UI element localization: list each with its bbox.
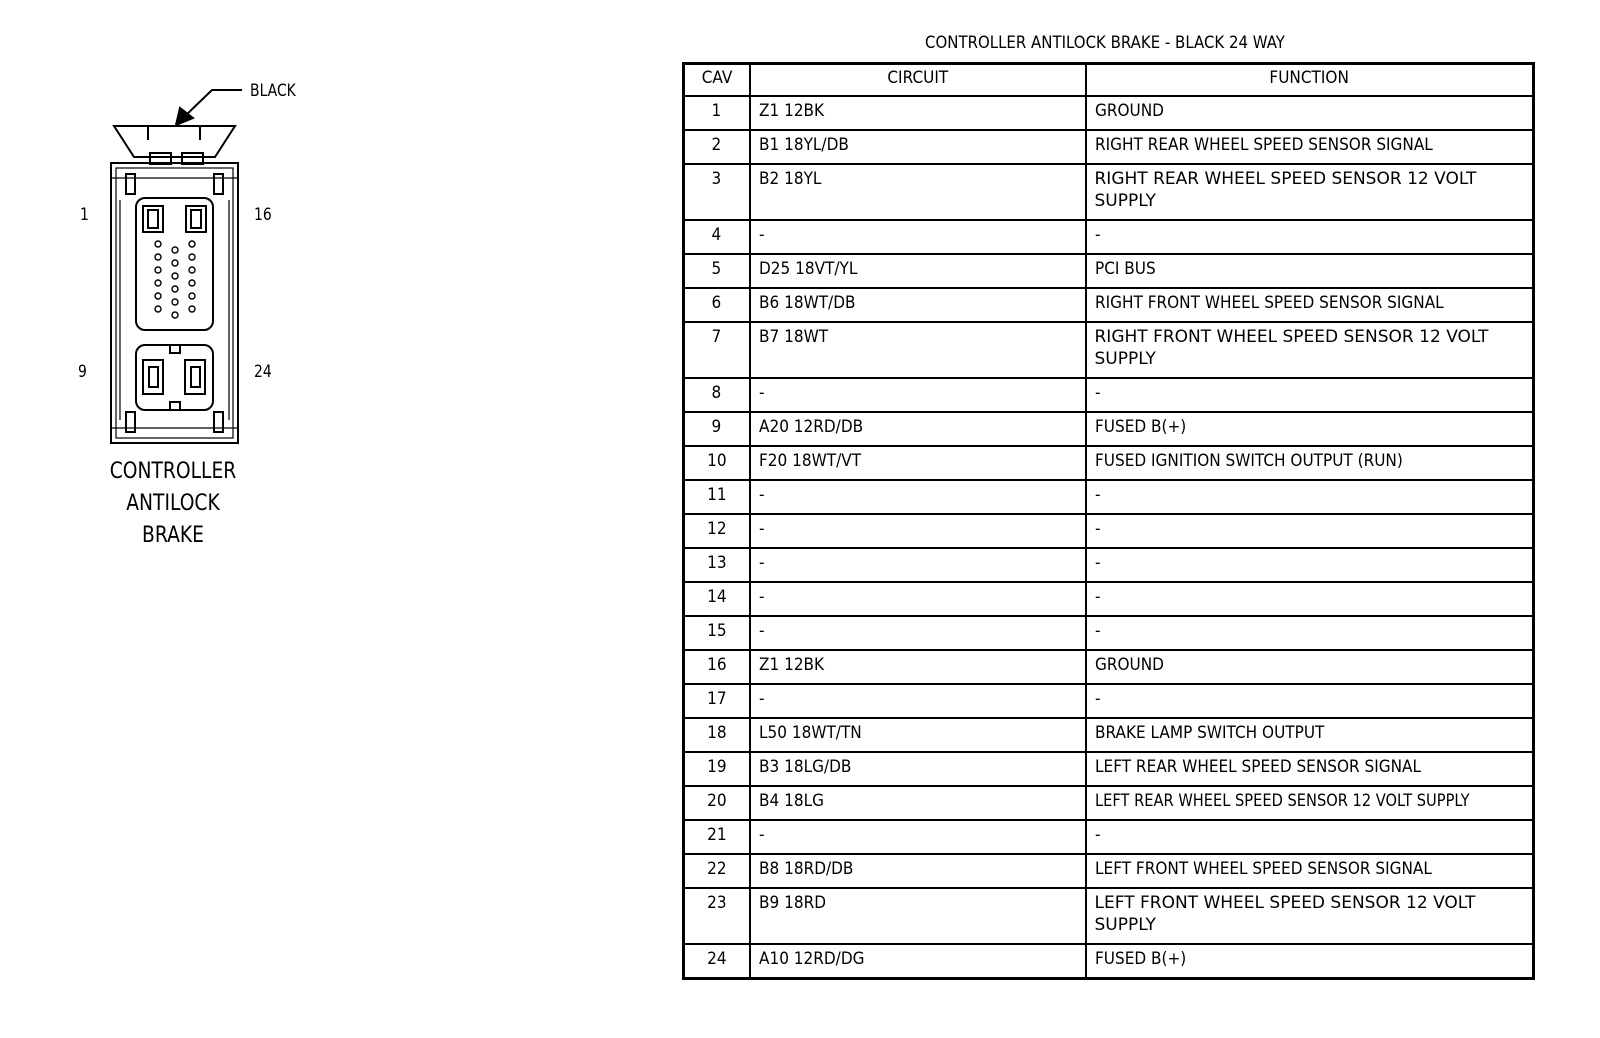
cav-cell: 20 [684, 786, 750, 820]
circuit-cell: - [750, 548, 1086, 582]
table-row [684, 254, 1534, 288]
cav-cell: 6 [684, 288, 750, 322]
pin-label-9: 9 [78, 362, 87, 382]
cav-cell: 11 [684, 480, 750, 514]
table-row [684, 582, 1534, 616]
cav-cell: 14 [684, 582, 750, 616]
header-circuit: CIRCUIT [750, 64, 1086, 97]
function-cell: GROUND [1086, 650, 1534, 684]
function-cell: - [1086, 820, 1534, 854]
cav-cell: 15 [684, 616, 750, 650]
function-cell: LEFT REAR WHEEL SPEED SENSOR 12 VOLT SUPPLY [1086, 786, 1534, 820]
cav-cell: 17 [684, 684, 750, 718]
cav-cell: 5 [684, 254, 750, 288]
cav-cell: 22 [684, 854, 750, 888]
cav-cell: 21 [684, 820, 750, 854]
cav-cell: 24 [684, 944, 750, 979]
circuit-cell: B7 18WT [750, 322, 1086, 378]
function-cell: RIGHT REAR WHEEL SPEED SENSOR SIGNAL [1086, 130, 1534, 164]
pin-label-1: 1 [80, 205, 89, 225]
function-cell: - [1086, 548, 1534, 582]
circuit-cell: - [750, 820, 1086, 854]
table-row [684, 820, 1534, 854]
circuit-cell: - [750, 616, 1086, 650]
function-cell: RIGHT FRONT WHEEL SPEED SENSOR 12 VOLT SUPPLY [1086, 322, 1534, 378]
table-row [684, 164, 1534, 220]
table-row [684, 944, 1534, 979]
callout-leader [184, 90, 242, 117]
table-row [684, 684, 1534, 718]
cav-cell: 3 [684, 164, 750, 220]
table-row [684, 446, 1534, 480]
circuit-cell: - [750, 220, 1086, 254]
circuit-cell: B3 18LG/DB [750, 752, 1086, 786]
circuit-cell: - [750, 480, 1086, 514]
function-cell: GROUND [1086, 96, 1534, 130]
cav-cell: 23 [684, 888, 750, 944]
cav-cell: 2 [684, 130, 750, 164]
function-cell: FUSED IGNITION SWITCH OUTPUT (RUN) [1086, 446, 1534, 480]
function-cell: LEFT FRONT WHEEL SPEED SENSOR 12 VOLT SUPPLY [1086, 888, 1534, 944]
circuit-cell: A10 12RD/DG [750, 944, 1086, 979]
circuit-cell: B6 18WT/DB [750, 288, 1086, 322]
pinout-table [682, 62, 1535, 980]
cav-cell: 16 [684, 650, 750, 684]
table-row [684, 616, 1534, 650]
color-callout-label: BLACK [250, 81, 296, 101]
circuit-cell: - [750, 514, 1086, 548]
caption-line: ANTILOCK [126, 491, 220, 516]
table-row [684, 130, 1534, 164]
function-cell: - [1086, 220, 1534, 254]
cav-cell: 1 [684, 96, 750, 130]
circuit-cell: Z1 12BK [750, 650, 1086, 684]
caption-line: BRAKE [142, 523, 204, 548]
circuit-cell: B2 18YL [750, 164, 1086, 220]
table-row [684, 548, 1534, 582]
function-cell: - [1086, 684, 1534, 718]
cav-cell: 9 [684, 412, 750, 446]
connector-caption [88, 456, 258, 552]
cav-cell: 4 [684, 220, 750, 254]
function-cell: FUSED B(+) [1086, 412, 1534, 446]
circuit-cell: A20 12RD/DB [750, 412, 1086, 446]
cav-cell: 19 [684, 752, 750, 786]
table-row [684, 514, 1534, 548]
function-cell: FUSED B(+) [1086, 944, 1534, 979]
circuit-cell: B8 18RD/DB [750, 854, 1086, 888]
function-cell: BRAKE LAMP SWITCH OUTPUT [1086, 718, 1534, 752]
header-cav: CAV [684, 64, 750, 97]
cav-cell: 7 [684, 322, 750, 378]
table-header-row [684, 64, 1534, 97]
terminal-pins [155, 241, 195, 318]
circuit-cell: L50 18WT/TN [750, 718, 1086, 752]
function-cell: LEFT REAR WHEEL SPEED SENSOR SIGNAL [1086, 752, 1534, 786]
function-cell: - [1086, 378, 1534, 412]
function-cell: LEFT FRONT WHEEL SPEED SENSOR SIGNAL [1086, 854, 1534, 888]
pin-label-24: 24 [254, 362, 272, 382]
function-cell: RIGHT REAR WHEEL SPEED SENSOR 12 VOLT SUPPLY [1086, 164, 1534, 220]
function-cell: - [1086, 582, 1534, 616]
function-cell: - [1086, 616, 1534, 650]
cav-cell: 13 [684, 548, 750, 582]
cav-cell: 10 [684, 446, 750, 480]
table-row [684, 96, 1534, 130]
pin-label-16: 16 [254, 205, 272, 225]
table-row [684, 854, 1534, 888]
function-cell: - [1086, 514, 1534, 548]
circuit-cell: - [750, 378, 1086, 412]
table-row [684, 650, 1534, 684]
cav-cell: 18 [684, 718, 750, 752]
function-cell: - [1086, 480, 1534, 514]
lower-cavity-block [136, 345, 213, 410]
circuit-cell: - [750, 582, 1086, 616]
circuit-cell: Z1 12BK [750, 96, 1086, 130]
cav-cell: 12 [684, 514, 750, 548]
table-row [684, 752, 1534, 786]
circuit-cell: B4 18LG [750, 786, 1086, 820]
circuit-cell: D25 18VT/YL [750, 254, 1086, 288]
table-row [684, 888, 1534, 944]
function-cell: RIGHT FRONT WHEEL SPEED SENSOR SIGNAL [1086, 288, 1534, 322]
connector-latch [114, 126, 235, 157]
circuit-cell: - [750, 684, 1086, 718]
connector-diagram [0, 0, 640, 600]
caption-line: CONTROLLER [109, 459, 237, 484]
header-function: FUNCTION [1086, 64, 1534, 97]
table-row [684, 288, 1534, 322]
table-row [684, 480, 1534, 514]
circuit-cell: B1 18YL/DB [750, 130, 1086, 164]
table-title: CONTROLLER ANTILOCK BRAKE - BLACK 24 WAY [925, 33, 1285, 53]
circuit-cell: F20 18WT/VT [750, 446, 1086, 480]
function-cell: PCI BUS [1086, 254, 1534, 288]
table-row [684, 378, 1534, 412]
table-row [684, 412, 1534, 446]
cav-cell: 8 [684, 378, 750, 412]
table-row [684, 322, 1534, 378]
table-row [684, 786, 1534, 820]
table-row [684, 220, 1534, 254]
table-row [684, 718, 1534, 752]
circuit-cell: B9 18RD [750, 888, 1086, 944]
